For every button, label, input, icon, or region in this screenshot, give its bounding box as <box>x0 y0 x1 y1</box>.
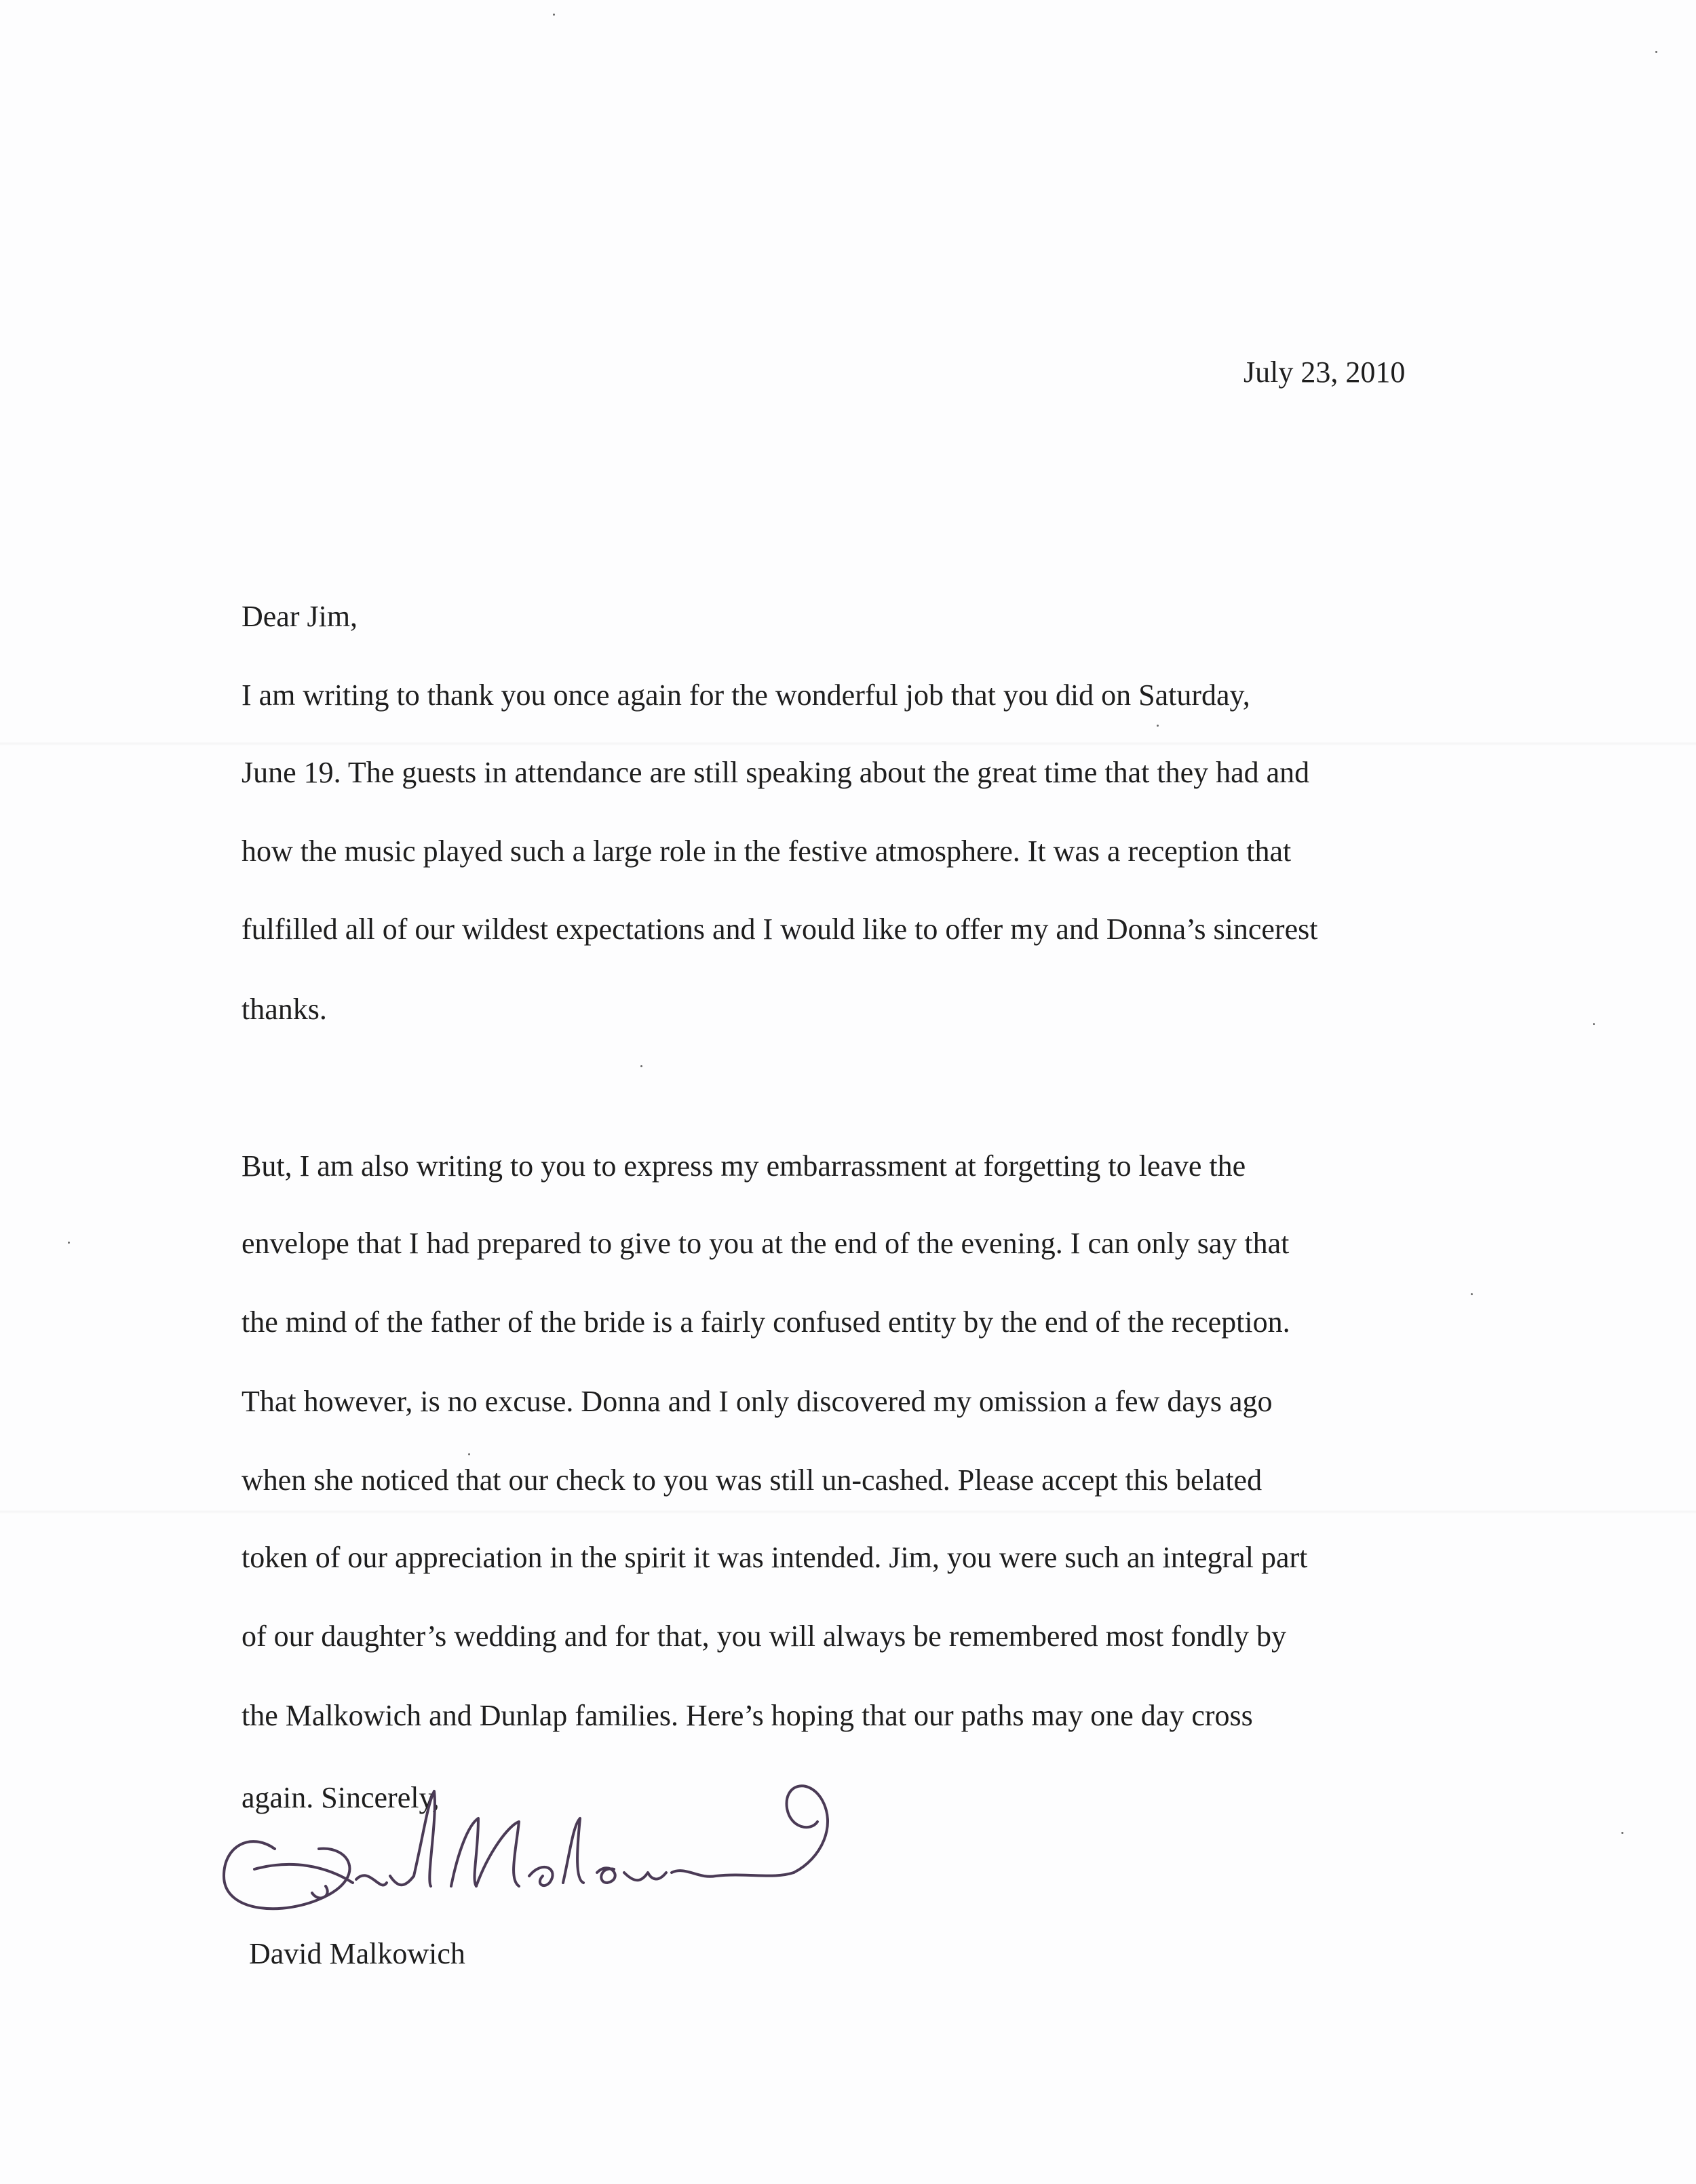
paper-speck <box>553 14 555 16</box>
signer-name: David Malkowich <box>249 1937 465 1970</box>
body-line: envelope that I had prepared to give to you at the end of the evening. I can only say that <box>242 1227 1290 1260</box>
paper-speck <box>1621 1832 1623 1834</box>
paper-speck <box>68 1242 70 1244</box>
body-line: token of our appreciation in the spirit it was intended. Jim, you were such an integral part <box>242 1541 1308 1574</box>
letter-closing: again. Sincerely, <box>242 1781 440 1814</box>
body-line: of our daughter’s wedding and for that, you will always be remembered most fondly by <box>242 1620 1287 1653</box>
body-line: thanks. <box>242 993 327 1026</box>
body-line: I am writing to thank you once again for the wonderful job that you did on Saturday, <box>242 678 1250 712</box>
body-line: But, I am also writing to you to express my embarrassment at forgetting to leave the <box>242 1149 1246 1183</box>
body-line: the Malkowich and Dunlap families. Here’s hoping that our paths may one day cross <box>242 1699 1253 1732</box>
handwritten-signature <box>210 1750 862 1934</box>
paper-speck <box>468 1453 470 1455</box>
body-line: when she noticed that our check to you was still un-cashed. Please accept this belated <box>242 1463 1263 1497</box>
letter-salutation: Dear Jim, <box>242 600 358 633</box>
body-line: the mind of the father of the bride is a fairly confused entity by the end of the reception. <box>242 1305 1290 1339</box>
body-line: how the music played such a large role in the festive atmosphere. It was a reception that <box>242 835 1292 868</box>
paper-speck <box>1471 1293 1473 1295</box>
paper-fold-lower <box>0 1510 1696 1514</box>
paper-speck <box>1593 1023 1595 1025</box>
body-line: June 19. The guests in attendance are still speaking about the great time that they had and <box>242 756 1310 789</box>
body-line: That however, is no excuse. Donna and I only discovered my omission a few days ago <box>242 1385 1273 1418</box>
paper-fold-upper <box>0 742 1696 746</box>
paper-speck <box>1655 51 1657 53</box>
letter-date: July 23, 2010 <box>1244 356 1406 389</box>
paper-speck <box>640 1065 642 1067</box>
body-line: fulfilled all of our wildest expectations and I would like to offer my and Donna’s sincerest <box>242 913 1318 946</box>
paper-speck <box>1157 725 1159 727</box>
